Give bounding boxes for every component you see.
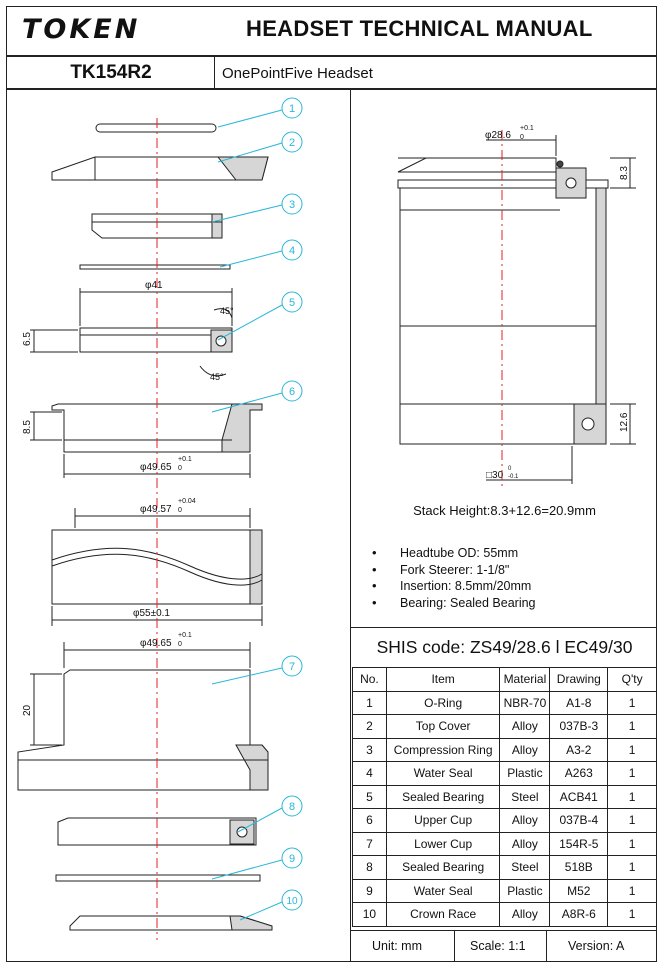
footer-divider-1 xyxy=(454,930,455,962)
dim-angle-top: 45° xyxy=(220,306,234,316)
svg-text:3: 3 xyxy=(288,199,296,211)
dim-h83: 8.3 xyxy=(619,166,630,180)
col-no: No. xyxy=(353,668,387,692)
stack-height: Stack Height:8.3+12.6=20.9mm xyxy=(413,503,596,518)
svg-text:0: 0 xyxy=(508,466,512,472)
svg-text:+0.1: +0.1 xyxy=(178,456,192,463)
svg-text:0: 0 xyxy=(520,134,524,141)
spec-insertion: • Insertion: 8.5mm/20mm xyxy=(372,578,536,595)
dim-h126: 12.6 xyxy=(619,412,630,432)
svg-text:10: 10 xyxy=(286,896,298,907)
col-item: Item xyxy=(386,668,500,692)
svg-text:+0.04: +0.04 xyxy=(178,498,196,505)
svg-text:0: 0 xyxy=(178,641,182,648)
table-row: 3 Compression Ring Alloy A3-2 1 xyxy=(353,738,657,762)
dim-d4957: φ49.57 xyxy=(140,504,172,515)
svg-text:-0.1: -0.1 xyxy=(508,474,519,480)
dim-d4965-upper: φ49.65 xyxy=(140,462,172,473)
o-ring-part xyxy=(96,124,216,132)
spec-fork-steerer: • Fork Steerer: 1-1/8" xyxy=(372,562,536,579)
dim-d4965-lower: φ49.65 xyxy=(140,638,172,649)
dim-d55: φ55±0.1 xyxy=(133,608,170,619)
dim-sq30: □30 xyxy=(486,470,504,481)
table-row: 9 Water Seal Plastic M52 1 xyxy=(353,879,657,903)
footer-scale: Scale: 1:1 xyxy=(470,939,526,953)
model-description: OnePointFive Headset xyxy=(222,64,373,82)
table-row: 4 Water Seal Plastic A263 1 xyxy=(353,762,657,786)
svg-text:8: 8 xyxy=(288,801,296,813)
table-row: 2 Top Cover Alloy 037B-3 1 xyxy=(353,715,657,739)
callout-4 xyxy=(282,240,302,260)
callout-10 xyxy=(282,890,302,910)
footer-divider-2 xyxy=(546,930,547,962)
parts-table xyxy=(352,667,657,927)
svg-text:+0.1: +0.1 xyxy=(178,632,192,639)
col-qty: Q'ty xyxy=(608,668,657,692)
dim-h65: 6.5 xyxy=(22,332,33,346)
svg-text:7: 7 xyxy=(288,661,296,673)
spec-headtube: • Headtube OD: 55mm xyxy=(372,545,536,562)
water-seal-lower-part xyxy=(56,875,260,881)
dim-d41: φ41 xyxy=(145,280,163,291)
dim-h20: 20 xyxy=(22,704,33,716)
dim-d286: φ28.6 xyxy=(485,130,511,141)
footer-version: Version: A xyxy=(568,939,625,953)
exploded-drawing xyxy=(8,90,350,962)
table-row: 6 Upper Cup Alloy 037B-4 1 xyxy=(353,809,657,833)
brand-logo: TOKEN xyxy=(22,14,141,45)
svg-text:4: 4 xyxy=(288,245,296,257)
svg-text:6: 6 xyxy=(288,386,296,398)
svg-text:0: 0 xyxy=(178,507,182,514)
table-row: 1 O-Ring NBR-70 A1-8 1 xyxy=(353,691,657,715)
col-drawing: Drawing xyxy=(550,668,608,692)
footer-unit: Unit: mm xyxy=(372,939,422,953)
callout-1 xyxy=(282,98,302,118)
dim-h85: 8.5 xyxy=(22,420,33,434)
table-row: 7 Lower Cup Alloy 154R-5 1 xyxy=(353,832,657,856)
page-title: HEADSET TECHNICAL MANUAL xyxy=(246,16,593,41)
callout-6 xyxy=(282,381,302,401)
table-row: 10 Crown Race Alloy A8R-6 1 xyxy=(353,903,657,927)
callout-7 xyxy=(282,656,302,676)
model-divider xyxy=(214,56,215,89)
svg-text:2: 2 xyxy=(288,137,296,149)
callout-3 xyxy=(282,194,302,214)
svg-text:5: 5 xyxy=(288,297,296,309)
col-material: Material xyxy=(500,668,550,692)
shis-code: SHIS code: ZS49/28.6 l EC49/30 xyxy=(376,636,633,657)
svg-text:+0.1: +0.1 xyxy=(520,125,534,132)
spec-list xyxy=(372,545,536,611)
svg-text:1: 1 xyxy=(288,103,296,115)
model-number: TK154R2 xyxy=(70,62,152,83)
table-header-row xyxy=(353,668,657,692)
water-seal-upper-part xyxy=(80,265,230,269)
table-row: 8 Sealed Bearing Steel 518B 1 xyxy=(353,856,657,880)
callout-8 xyxy=(282,796,302,816)
callout-2 xyxy=(282,132,302,152)
svg-text:0: 0 xyxy=(178,465,182,472)
spec-bearing: • Bearing: Sealed Bearing xyxy=(372,595,536,612)
upper-bearing-part xyxy=(80,328,232,352)
callout-9 xyxy=(282,848,302,868)
dim-angle-bottom: 45° xyxy=(210,372,224,382)
callout-5 xyxy=(282,292,302,312)
svg-text:9: 9 xyxy=(288,853,296,865)
lower-cup-part xyxy=(18,670,268,790)
assembly-drawing xyxy=(351,90,656,500)
headtube-section xyxy=(400,188,606,404)
table-row: 5 Sealed Bearing Steel ACB41 1 xyxy=(353,785,657,809)
callouts xyxy=(282,98,302,910)
